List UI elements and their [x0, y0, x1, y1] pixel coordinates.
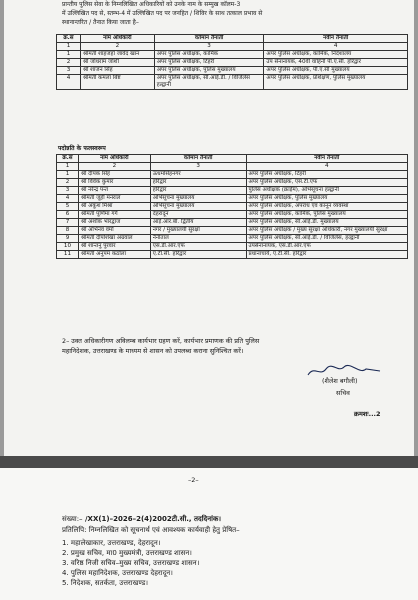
reference-label: संख्या:–	[62, 515, 83, 523]
cell-new: अपर पुलिस अधीक्षक, पुलिस मुख्यालय	[246, 195, 407, 203]
cell-sno: 4	[57, 195, 79, 203]
list-item: 4. पुलिस महानिदेशक, उत्तराखण्ड देहरादून।	[62, 569, 173, 577]
cell-sno: 1	[57, 171, 79, 179]
designation: सचिव	[336, 389, 350, 397]
cell-name: श्रीमती जूही मनराल	[78, 195, 150, 203]
col-number: 1	[57, 43, 81, 51]
cell-new: अपर पुलिस अधीक्षक / मुख्य सुरक्षा अधिकारी, नगर मुख्यालयी सुरक्षा	[246, 227, 407, 235]
page-number: –2–	[188, 476, 199, 484]
col-number: 4	[246, 163, 407, 171]
cell-sno: 8	[57, 227, 79, 235]
cell-name: श्रीमती कमला बिष्ट	[80, 75, 154, 90]
cell-new: अपर पुलिस अधीक्षक, कार्मिक, पुलिस मुख्यालय	[246, 211, 407, 219]
cell-sno: 5	[57, 203, 79, 211]
col-number: 1	[57, 163, 79, 171]
cell-sno: 7	[57, 219, 79, 227]
promotion-table	[56, 154, 408, 259]
col-number: 2	[80, 43, 154, 51]
cell-current: अभिसूचना मुख्यालय	[150, 195, 246, 203]
table-row	[57, 59, 408, 67]
order-page-2	[0, 468, 418, 600]
para-line: महानिदेशक, उत्तराखण्ड के माध्यम से शासन को उपलब्ध कराना सुनिश्चित करें।	[62, 347, 244, 355]
cell-name: श्री जोधराम जोशी	[80, 59, 154, 67]
cell-current: हरिद्वार	[150, 179, 246, 187]
cell-name: श्रीमती दीपशिखा अग्रवाल	[78, 235, 150, 243]
cell-sno: 10	[57, 243, 79, 251]
cell-current: देहरादून	[150, 211, 246, 219]
table-row	[57, 187, 408, 195]
table-row	[57, 51, 408, 59]
cell-current: अपर पुलिस अधीक्षक, सी.आई.डी. / विजिलेंस हल्द्वानी	[154, 75, 264, 90]
cell-sno: 1	[57, 51, 81, 59]
intro-line: में उल्लिखित पद से, स्तम्भ-4 में उल्लिखित पद पर जनहित / शिविर के साथ तत्काल प्रभाव से	[62, 10, 263, 17]
table-row	[57, 179, 408, 187]
cell-name: श्री अशोक भारद्वाज	[78, 219, 150, 227]
table-row	[57, 203, 408, 211]
cell-current: ऊधमसिंहनगर	[150, 171, 246, 179]
col-header-name: नाम अधिकारी	[78, 155, 150, 163]
continued-marker: क्रमशः...2	[354, 410, 381, 418]
cell-sno: 3	[57, 67, 81, 75]
cell-current: अपर पुलिस अधीक्षक, टिहरी	[154, 59, 264, 67]
cell-current: एस.डी.आर.एफ	[150, 243, 246, 251]
col-header-current: वर्तमान तैनाती	[150, 155, 246, 163]
cell-new: उपसेनानायक, एस.डी.आर.एफ	[246, 243, 407, 251]
table-row	[57, 195, 408, 203]
table-row	[57, 67, 408, 75]
intro-line: प्रान्तीय पुलिस सेवा के निम्नलिखित अधिकारियों को उनके नाम के सम्मुख कॉलम-3	[62, 1, 241, 8]
cell-current: अभिसूचना मुख्यालय	[150, 203, 246, 211]
cell-sno: 3	[57, 187, 79, 195]
col-header-sno: क्र.सं	[57, 35, 81, 43]
table-row	[57, 75, 408, 90]
col-number: 3	[150, 163, 246, 171]
col-number: 3	[154, 43, 264, 51]
cell-new: उप सेनानायक, 40वीं वाहिनी पी.ए.सी. हरिद्वार	[264, 59, 408, 67]
intro-line: स्थानान्तरित / तैनात किया जाता है–	[62, 19, 139, 26]
cell-sno: 4	[57, 75, 81, 90]
cell-new: अपर पुलिस अधीक्षक, सी.आई.डी. / विजिलेंस, हल्द्वानी	[246, 235, 407, 243]
signatory-name: (शैलेश बगौली)	[322, 377, 358, 385]
order-page-1	[4, 0, 414, 456]
cell-name: श्री अभिनव वर्मा	[78, 227, 150, 235]
section-title: पदोन्नति के फलस्वरूप	[58, 145, 106, 152]
instruction-paragraph	[62, 336, 408, 356]
cell-new: अपर पुलिस अधीक्षक, टिहरी	[246, 171, 407, 179]
copy-to-line: प्रतिलिपि: निम्नलिखित को सूचनार्थ एवं आवश्यक कार्यवाही हेतु प्रेषित–	[62, 526, 240, 534]
cell-sno: 11	[57, 251, 79, 259]
list-item: 2. प्रमुख सचिव, मा0 मुख्यमंत्री, उत्तराखण्ड शासन।	[62, 549, 192, 557]
cell-new: अपर पुलिस अधीक्षक, अपराध एवं कानून व्यवस्था	[246, 203, 407, 211]
cell-name: श्रीमती अनुपम कठोला	[78, 251, 150, 259]
col-number: 2	[78, 163, 150, 171]
cell-name: श्री दीपक सिंह	[78, 171, 150, 179]
table-row	[57, 235, 408, 243]
cell-name: श्री अंकुश मिश्रा	[78, 203, 150, 211]
table-row	[57, 251, 408, 259]
cell-current: नगर / मुख्यालयी सुरक्षा	[150, 227, 246, 235]
cell-new: प्रधानाचार्य, ए.टी.सी. हरिद्वार	[246, 251, 407, 259]
col-header-name: नाम अधिकारी	[80, 35, 154, 43]
cell-current: हरिद्वार	[150, 187, 246, 195]
cell-name: श्री नरेन्द्र पन्त	[78, 187, 150, 195]
col-header-new: नवीन तैनाती	[264, 35, 408, 43]
cell-new: अपर पुलिस अधीक्षक, सी.आई.डी. मुख्यालय	[246, 219, 407, 227]
cell-name: श्री विवेक कुमार	[78, 179, 150, 187]
table-row	[57, 211, 408, 219]
cell-new: अपर पुलिस अधीक्षक, एस.टी.एफ	[246, 179, 407, 187]
list-item: 3. वरिष्ठ निजी सचिव–मुख्य सचिव, उत्तराखण्ड शासन।	[62, 559, 200, 567]
cell-current: अपर पुलिस अधीक्षक, कार्मिक	[154, 51, 264, 59]
cell-name: श्री शान्तनु पुरवार	[78, 243, 150, 251]
recipient-list	[62, 538, 199, 588]
list-item: 1. महालेखाकार, उत्तराखण्ड, देहरादून।	[62, 539, 161, 547]
col-header-sno: क्र.सं	[57, 155, 79, 163]
reference-value: /XX(1)–2026–2(4)2002टी.सी., तददिनांक।	[85, 515, 221, 523]
cell-sno: 6	[57, 211, 79, 219]
transfer-table	[56, 34, 408, 90]
cell-new: अपर पुलिस अधीक्षक, प्रशिक्षण, पुलिस मुख्यालय	[264, 75, 408, 90]
page-separator	[0, 456, 418, 468]
col-number: 4	[264, 43, 408, 51]
cell-new: अपर पुलिस अधीक्षक, पी.ए.सी मुख्यालय	[264, 67, 408, 75]
list-item: 5. निदेशक, सतर्कता, उत्तराखण्ड।	[62, 579, 149, 587]
table-row	[57, 171, 408, 179]
col-header-current: वर्तमान तैनाती	[154, 35, 264, 43]
reference-number	[62, 515, 221, 524]
table-row	[57, 227, 408, 235]
cell-new: पुलिस अधीक्षक (क्राईम), अभिसूचना हल्द्वानी	[246, 187, 407, 195]
cell-name: श्रीमती शाहजहाँ जावेद खान	[80, 51, 154, 59]
table-row	[57, 219, 408, 227]
cell-current: नैनीताल	[150, 235, 246, 243]
cell-current: आई.आर.बी. द्वितीय	[150, 219, 246, 227]
cell-name: श्री शाजन सिंह	[80, 67, 154, 75]
table-row	[57, 243, 408, 251]
cell-name: श्रीमती पूर्णिमा गर्ग	[78, 211, 150, 219]
cell-sno: 2	[57, 59, 81, 67]
para-line: 2– उक्त अधिकारीगण अविलम्ब कार्यभार ग्रहण करें, कार्यभार प्रमाणक की प्रति पुलिस	[62, 337, 260, 345]
cell-sno: 9	[57, 235, 79, 243]
cell-current: अपर पुलिस अधीक्षक, पुलिस मुख्यालय	[154, 67, 264, 75]
cell-sno: 2	[57, 179, 79, 187]
col-header-new: नवीन तैनाती	[246, 155, 407, 163]
intro-paragraph	[62, 0, 408, 27]
cell-current: ए.टी.सी. हरिद्वार	[150, 251, 246, 259]
cell-new: अपर पुलिस अधीक्षक, कार्मिक, निदेशालय	[264, 51, 408, 59]
